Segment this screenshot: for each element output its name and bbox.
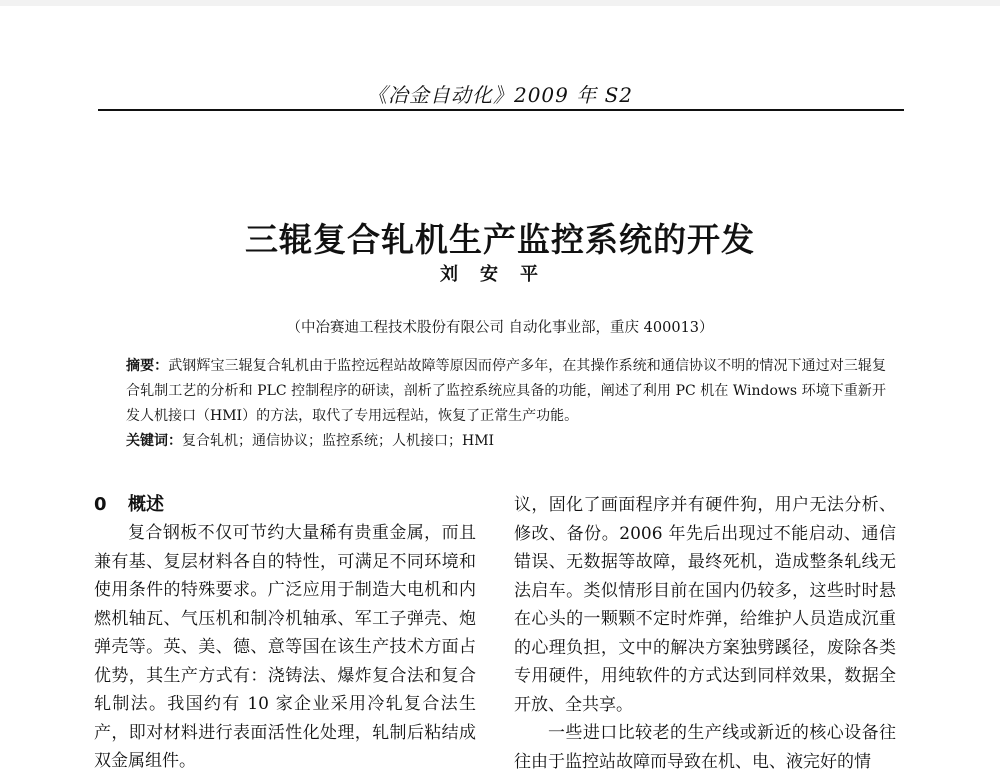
- keywords-paragraph: [126, 429, 886, 454]
- section-heading: [94, 491, 476, 519]
- abstract-block: [126, 354, 886, 454]
- running-head: 《冶金自动化》2009 年 S2: [366, 83, 634, 107]
- abstract-text: 武钢辉宝三辊复合轧机由于监控远程站故障等原因而停产多年，在其操作系统和通信协议不明的情况下通过对三辊复合轧制工艺的分析和 PLC 控制程序的研读，剖析了监控系统应具备的功能，阐述了利用 PC 机在 Windows 环境下重新开发人机接口（HMI）的方法，取代了专用远程站，恢复了正常生产功能。: [126, 358, 887, 424]
- section-number: 0: [94, 494, 107, 515]
- body-column-left: [94, 491, 476, 776]
- header-rule: [98, 109, 904, 111]
- keywords-text: 复合轧机；通信协议；监控系统；人机接口；HMI: [182, 433, 495, 449]
- body-paragraph: 一些进口比较老的生产线或新近的核心设备往往由于监控站故障而导致在机、电、液完好的情: [514, 723, 896, 772]
- body-paragraph-continued: 议，固化了画面程序并有硬件狗，用户无法分析、修改、备份。2006 年先后出现过不能启动、通信错误、无数据等故障，最终死机，造成整条轧线无法启车。类似情形目前在国内仍较多，这些时时悬在心头的一颗颗不定时炸弹，给维护人员造成沉重的心理负担，文中的解决方案独劈蹊径，废除各类专用硬件，用纯软件的方式达到同样效果，数据全开放、全共享。: [514, 495, 896, 715]
- page-top-edge: [0, 0, 1000, 6]
- body-paragraph: 复合钢板不仅可节约大量稀有贵重金属，而且兼有基、复层材料各自的特性，可满足不同环境和使用条件的特殊要求。广泛应用于制造大电机和内燃机轴瓦、气压机和制冷机轴承、军工子弹壳、炮弹壳等。英、美、德、意等国在该生产技术方面占优势，其生产方式有：浇铸法、爆炸复合法和复合轧制法。我国约有 10 家企业采用冷轧复合法生产，即对材料进行表面活性化处理，轧制后粘结成双金属组件。: [94, 523, 476, 771]
- body-column-right: [514, 491, 896, 776]
- abstract-label: 摘要：: [126, 358, 169, 374]
- article-title: 三辊复合轧机生产监控系统的开发: [245, 220, 755, 260]
- section-title: 概述: [128, 494, 164, 515]
- abstract-paragraph: [126, 354, 886, 429]
- author-affiliation: （中冶赛迪工程技术股份有限公司 自动化事业部，重庆 400013）: [286, 320, 714, 336]
- keywords-label: 关键词：: [126, 433, 182, 449]
- author-name: 刘安平: [440, 264, 560, 285]
